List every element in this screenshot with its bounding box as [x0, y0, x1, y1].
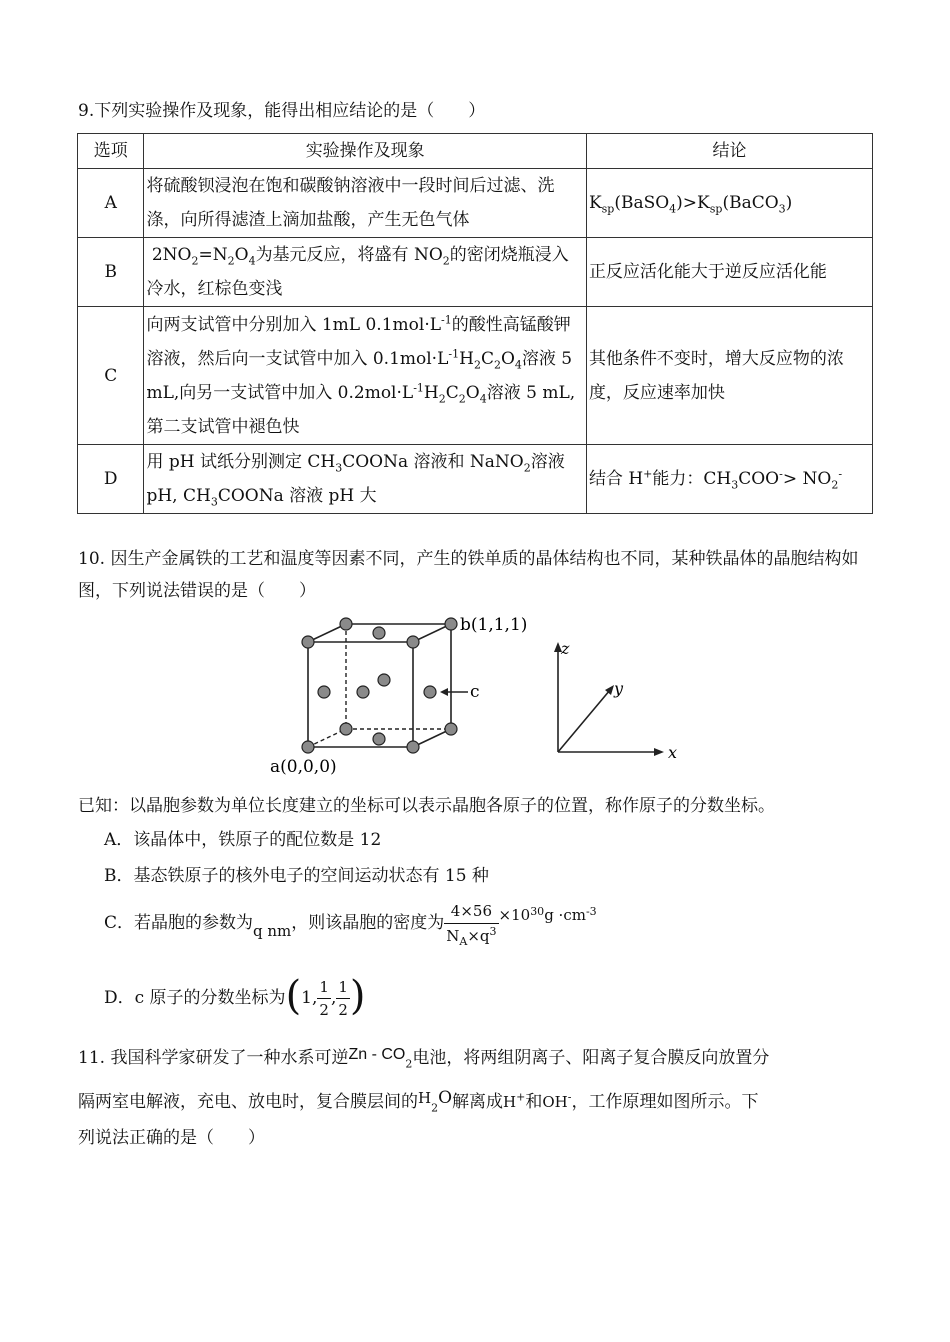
q10-stem: 10. 因生产金属铁的工艺和温度等因素不同，产生的铁单质的晶体结构也不同，某种铁晶体的晶胞结构如图，下列说法错误的是（ ）: [78, 549, 859, 601]
atom-face-top: [373, 627, 385, 639]
atom-face-bottom: [373, 733, 385, 745]
table-header-row: [78, 134, 873, 169]
crystal-cell-figure: [268, 612, 688, 777]
q10-choice-d: D．c 原子的分数坐标为(1, $\frac{1}{2}$ , $\frac{1}{2}$ ): [104, 972, 366, 1019]
atom-corner: [340, 723, 352, 735]
row-conclusion: 结合 H+能力：$CH_3COO^-> NO_2^-$: [586, 445, 872, 514]
atom-face-left: [318, 686, 330, 698]
atom-corner: [302, 741, 314, 753]
label-b: b(1,1,1): [460, 615, 528, 635]
row-option: C: [78, 307, 144, 445]
atom-face-front: [357, 686, 369, 698]
atom-face-right: [424, 686, 436, 698]
row-option: A: [78, 169, 144, 238]
axes: [558, 648, 658, 752]
atom-corner: [445, 723, 457, 735]
row-operation: 向两支试管中分别加入 1mL $0.1mol\cdot L^{-1}$的酸性高锰酸钾溶液，然后向一支试管中加入 $0.1mol\cdot L^{-1}H_2C_2O_4$溶液 5 mL,向另一支试管中加入 $0.2mol\cdot L^{-1}H_2C_2O_4$溶液 5 mL,第二支试管中褪色快: [144, 307, 586, 445]
q11-line1: 11. 我国科学家研发了一种水系可逆Zn - $CO_2$电池，将两组阴离子、阳离子复合膜反向放置分: [78, 1046, 770, 1071]
atom-corner: [302, 636, 314, 648]
atom-face-back: [378, 674, 390, 686]
q9-table: [77, 133, 873, 514]
q11-line3: 列说法正确的是（ ）: [78, 1128, 265, 1148]
label-c: c: [470, 682, 480, 702]
q10-choice-c: C．若晶胞的参数为q nm，则该晶胞的密度为 $\frac{4\times 56}{N_A\times q^3}$ $\times 10^{30}g \cdot cm^{-3}$: [104, 896, 597, 952]
axis-x-label: x: [668, 743, 678, 762]
row-option: D: [78, 445, 144, 514]
row-option: B: [78, 238, 144, 307]
q10-choice-b: B．基态铁原子的核外电子的空间运动状态有 15 种: [104, 866, 489, 886]
label-a: a(0,0,0): [270, 757, 337, 777]
axis-y-label: y: [614, 679, 624, 698]
atom-corner: [340, 618, 352, 630]
iron-atoms: [302, 618, 457, 753]
axis-z-label: z: [561, 639, 570, 658]
q11-line2: 隔两室电解液，充电、放电时，复合膜层间的$H_2O$解离成H+和OH-，工作原理如图所示。下: [78, 1088, 759, 1115]
atom-corner: [407, 636, 419, 648]
header-conclusion: 结论: [586, 134, 872, 169]
arrow-c-head: [440, 688, 448, 696]
density-fraction: $\frac{4\times 56}{N_A\times q^3}$: [444, 899, 498, 948]
row-conclusion: $K_{sp}(BaSO_4)>K_{sp}(BaCO_3)$: [586, 169, 872, 238]
row-conclusion: 其他条件不变时，增大反应物的浓度，反应速率加快: [586, 307, 872, 445]
table-row-b: [78, 238, 873, 307]
q10-known: 已知：以晶胞参数为单位长度建立的坐标可以表示晶胞各原子的位置，称作原子的分数坐标。: [78, 796, 775, 816]
table-row-a: [78, 169, 873, 238]
header-option: 选项: [78, 134, 144, 169]
header-operation: 实验操作及现象: [144, 134, 586, 169]
row-operation: $2NO_2=N_2O_4$为基元反应，将盛有 $NO_2$的密闭烧瓶浸入冷水，红棕色变浅: [144, 238, 586, 307]
row-operation: 用 pH 试纸分别测定 $CH_3COONa$ 溶液和 NaNO$_2$溶液 pH, $CH_3COONa$ 溶液 pH 大: [144, 445, 586, 514]
table-row-c: [78, 307, 873, 445]
row-conclusion: 正反应活化能大于逆反应活化能: [586, 238, 872, 307]
row-operation: 将硫酸钡浸泡在饱和碳酸钠溶液中一段时间后过滤、洗涤，向所得滤渣上滴加盐酸，产生无色气体: [144, 169, 586, 238]
x-arrowhead: [654, 748, 664, 756]
atom-corner: [445, 618, 457, 630]
atom-corner: [407, 741, 419, 753]
q9-title: 9.下列实验操作及现象，能得出相应结论的是（ ）: [78, 101, 486, 121]
q10-choice-a: A．该晶体中，铁原子的配位数是 12: [104, 830, 382, 850]
table-row-d: [78, 445, 873, 514]
